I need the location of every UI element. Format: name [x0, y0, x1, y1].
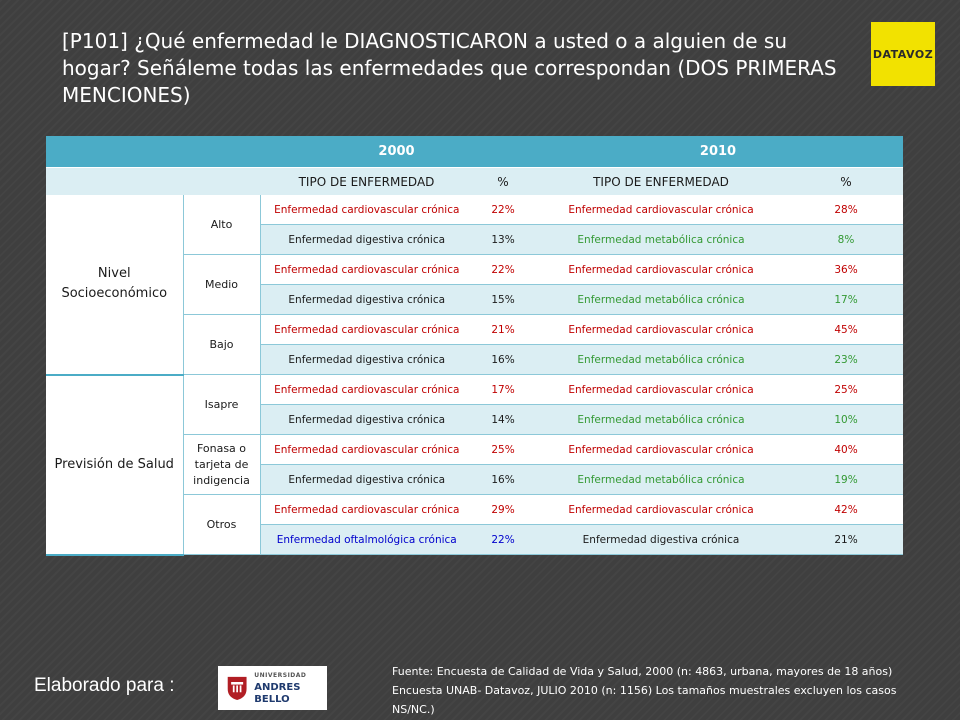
percent-2010-cell: 28%	[789, 195, 903, 225]
disease-2010-cell: Enfermedad cardiovascular crónica	[533, 195, 789, 225]
disease-2000-cell: Enfermedad cardiovascular crónica	[260, 375, 473, 405]
segment-label: Medio	[183, 255, 260, 315]
disease-2000-cell: Enfermedad digestiva crónica	[260, 225, 473, 255]
disease-2000-cell: Enfermedad cardiovascular crónica	[260, 195, 473, 225]
disease-table-container	[46, 136, 903, 555]
unab-logo-line2: ANDRES BELLO	[254, 682, 301, 705]
percent-2000-cell: 22%	[473, 195, 533, 225]
percent-2010-cell: 21%	[789, 525, 903, 555]
percent-2000-cell: 16%	[473, 345, 533, 375]
disease-2010-cell: Enfermedad metabólica crónica	[533, 345, 789, 375]
disease-2010-cell: Enfermedad cardiovascular crónica	[533, 315, 789, 345]
segment-label: Otros	[183, 495, 260, 555]
slide-title: [P101] ¿Qué enfermedad le DIAGNOSTICARON a usted o a alguien de su hogar? Señáleme todas las enfermedades que correspondan (DOS PRIMERAS MENCIONES)	[62, 29, 837, 107]
percent-2000-cell: 16%	[473, 465, 533, 495]
disease-2000-cell: Enfermedad cardiovascular crónica	[260, 255, 473, 285]
disease-2010-cell: Enfermedad metabólica crónica	[533, 465, 789, 495]
percent-2010-cell: 36%	[789, 255, 903, 285]
tipo-enfermedad-2000-header: TIPO DE ENFERMEDAD	[260, 168, 473, 196]
percent-2010-cell: 19%	[789, 465, 903, 495]
percent-2010-cell: 45%	[789, 315, 903, 345]
disease-2000-cell: Enfermedad cardiovascular crónica	[260, 495, 473, 525]
column-header-empty	[46, 168, 260, 196]
datavoz-logo	[871, 22, 935, 86]
percent-2010-header: %	[789, 168, 903, 196]
table-row	[46, 375, 903, 405]
disease-2010-cell: Enfermedad metabólica crónica	[533, 285, 789, 315]
segment-label: Alto	[183, 195, 260, 255]
source-note: Fuente: Encuesta de Calidad de Vida y Salud, 2000 (n: 4863, urbana, mayores de 18 años) Encuesta UNAB- Datavoz, JULIO 2010 (n: 1156) Los tamaños muestrales excluyen los casos NS/NC.)	[392, 665, 897, 716]
disease-2010-cell: Enfermedad cardiovascular crónica	[533, 435, 789, 465]
datavoz-logo-text: DATAVOZ	[872, 47, 934, 61]
percent-2000-header: %	[473, 168, 533, 196]
year-header-row	[46, 136, 903, 168]
percent-2000-cell: 22%	[473, 525, 533, 555]
percent-2010-cell: 42%	[789, 495, 903, 525]
group-label: Previsión de Salud	[46, 375, 183, 555]
percent-2000-cell: 14%	[473, 405, 533, 435]
disease-2010-cell: Enfermedad cardiovascular crónica	[533, 255, 789, 285]
percent-2000-cell: 29%	[473, 495, 533, 525]
percent-2010-cell: 23%	[789, 345, 903, 375]
unab-logo	[218, 666, 327, 710]
disease-2010-cell: Enfermedad metabólica crónica	[533, 405, 789, 435]
year-2010-header: 2010	[533, 136, 903, 168]
disease-2010-cell: Enfermedad cardiovascular crónica	[533, 495, 789, 525]
segment-label: Bajo	[183, 315, 260, 375]
tipo-enfermedad-2010-header: TIPO DE ENFERMEDAD	[533, 168, 789, 196]
year-2000-header: 2000	[260, 136, 533, 168]
group-label: Nivel Socioeconómico	[46, 195, 183, 375]
percent-2000-cell: 13%	[473, 225, 533, 255]
disease-2000-cell: Enfermedad digestiva crónica	[260, 405, 473, 435]
segment-label: Fonasa o tarjeta de indigencia	[183, 435, 260, 495]
disease-2010-cell: Enfermedad digestiva crónica	[533, 525, 789, 555]
percent-2010-cell: 40%	[789, 435, 903, 465]
table-row	[46, 195, 903, 225]
elaborado-label: Elaborado para :	[34, 675, 175, 696]
disease-2010-cell: Enfermedad metabólica crónica	[533, 225, 789, 255]
percent-2000-cell: 25%	[473, 435, 533, 465]
disease-2000-cell: Enfermedad digestiva crónica	[260, 285, 473, 315]
percent-2000-cell: 15%	[473, 285, 533, 315]
disease-2010-cell: Enfermedad cardiovascular crónica	[533, 375, 789, 405]
table-body	[46, 136, 903, 555]
segment-label: Isapre	[183, 375, 260, 435]
percent-2010-cell: 17%	[789, 285, 903, 315]
percent-2000-cell: 21%	[473, 315, 533, 345]
disease-2000-cell: Enfermedad cardiovascular crónica	[260, 315, 473, 345]
percent-2010-cell: 25%	[789, 375, 903, 405]
unab-logo-line1: UNIVERSIDAD	[254, 672, 307, 679]
disease-2000-cell: Enfermedad digestiva crónica	[260, 345, 473, 375]
percent-2010-cell: 8%	[789, 225, 903, 255]
percent-2000-cell: 22%	[473, 255, 533, 285]
percent-2010-cell: 10%	[789, 405, 903, 435]
percent-2000-cell: 17%	[473, 375, 533, 405]
disease-table	[46, 136, 903, 556]
unab-emblem-icon	[226, 673, 248, 703]
column-header-row	[46, 168, 903, 196]
disease-2000-cell: Enfermedad oftalmológica crónica	[260, 525, 473, 555]
disease-2000-cell: Enfermedad digestiva crónica	[260, 465, 473, 495]
unab-logo-text	[254, 670, 327, 706]
disease-2000-cell: Enfermedad cardiovascular crónica	[260, 435, 473, 465]
year-header-empty	[46, 136, 260, 168]
